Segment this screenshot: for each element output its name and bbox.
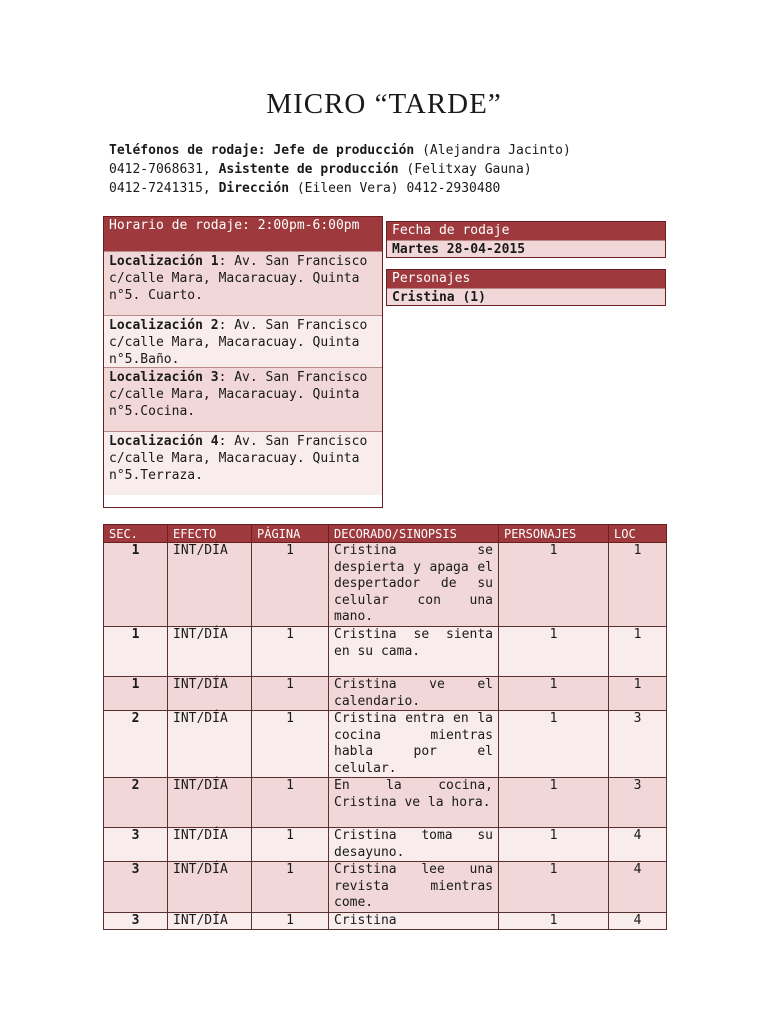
cell-sec: 3 (104, 862, 168, 913)
phone-line-3 (109, 179, 669, 198)
location-1 (104, 251, 382, 315)
cell-pagina: 1 (252, 862, 329, 913)
location-3 (104, 367, 382, 431)
cell-sinopsis: Cristina lee una revista mientras come. (329, 862, 499, 913)
location-4 (104, 431, 382, 495)
cell-personajes: 1 (499, 912, 609, 930)
phones-label: Teléfonos de rodaje: (109, 143, 266, 158)
col-header-personajes: PERSONAJES (499, 525, 609, 543)
name-assistant: (Felitxay Gauna) (406, 162, 532, 177)
cell-personajes: 1 (499, 778, 609, 828)
col-header-sinopsis: DECORADO/SINOPSIS (329, 525, 499, 543)
number-director: 0412-2930480 (406, 181, 501, 196)
cell-efecto: INT/DÍA (168, 778, 252, 828)
cell-sinopsis: Cristina se despierta y apaga el despertador de su celular con una mano. (329, 543, 499, 627)
table-row (104, 778, 667, 828)
cell-loc: 3 (609, 711, 667, 778)
cell-efecto: INT/DÍA (168, 912, 252, 930)
cell-loc: 4 (609, 828, 667, 862)
location-address: : Av. San Francisco c/calle Mara, Macaracuay. Quinta n°5. Cuarto. (109, 254, 368, 303)
name-producer: (Alejandra Jacinto) (422, 143, 571, 158)
cell-sinopsis: Cristina (329, 912, 499, 930)
shoot-date-header: Fecha de rodaje (387, 222, 665, 240)
page-title: MICRO “TARDE” (266, 88, 502, 120)
location-label: Localización 4 (109, 434, 219, 449)
cell-sinopsis: Cristina ve el calendario. (329, 677, 499, 711)
cell-sec: 1 (104, 677, 168, 711)
cell-sec: 2 (104, 711, 168, 778)
cell-sinopsis: Cristina toma su desayuno. (329, 828, 499, 862)
phone-contacts (109, 141, 669, 198)
cell-pagina: 1 (252, 912, 329, 930)
cell-efecto: INT/DÍA (168, 627, 252, 677)
role-assistant: Asistente de producción (218, 162, 399, 177)
cell-personajes: 1 (499, 711, 609, 778)
location-label: Localización 2 (109, 318, 219, 333)
characters-header: Personajes (387, 270, 665, 288)
cell-pagina: 1 (252, 627, 329, 677)
characters-box (386, 269, 666, 306)
cell-efecto: INT/DÍA (168, 711, 252, 778)
shoot-date-value: Martes 28-04-2015 (387, 240, 665, 257)
table-row (104, 862, 667, 913)
number-assistant: 0412-7241315, (109, 181, 211, 196)
location-address: : Av. San Francisco c/calle Mara, Macaracuay. Quinta n°5.Cocina. (109, 370, 368, 419)
location-address: : Av. San Francisco c/calle Mara, Macaracuay. Quinta n°5.Baño. (109, 318, 368, 367)
cell-efecto: INT/DÍA (168, 828, 252, 862)
table-row (104, 543, 667, 627)
location-address: : Av. San Francisco c/calle Mara, Macaracuay. Quinta n°5.Terraza. (109, 434, 368, 483)
cell-sinopsis: Cristina entra en la cocina mientras habla por el celular. (329, 711, 499, 778)
table-row (104, 711, 667, 778)
cell-loc: 1 (609, 543, 667, 627)
cell-loc: 4 (609, 912, 667, 930)
cell-sec: 2 (104, 778, 168, 828)
role-producer: Jefe de producción (273, 143, 415, 158)
phone-line-1 (109, 141, 669, 160)
cell-loc: 1 (609, 627, 667, 677)
col-header-pagina: PÁGINA (252, 525, 329, 543)
col-header-sec: SEC. (104, 525, 168, 543)
name-director: (Eileen Vera) (296, 181, 399, 196)
cell-sinopsis: En la cocina, Cristina ve la hora. (329, 778, 499, 828)
table-row (104, 912, 667, 930)
table-header-row (104, 525, 667, 543)
col-header-efecto: EFECTO (168, 525, 252, 543)
table-row (104, 627, 667, 677)
cell-pagina: 1 (252, 711, 329, 778)
cell-loc: 1 (609, 677, 667, 711)
cell-personajes: 1 (499, 543, 609, 627)
cell-sec: 1 (104, 543, 168, 627)
schedule-box (103, 216, 383, 508)
table-row (104, 828, 667, 862)
cell-personajes: 1 (499, 862, 609, 913)
cell-pagina: 1 (252, 828, 329, 862)
schedule-header: Horario de rodaje: 2:00pm-6:00pm (104, 217, 382, 251)
cell-sec: 1 (104, 627, 168, 677)
cell-sinopsis: Cristina se sienta en su cama. (329, 627, 499, 677)
cell-sec: 3 (104, 828, 168, 862)
cell-efecto: INT/DÍA (168, 543, 252, 627)
cell-personajes: 1 (499, 828, 609, 862)
cell-efecto: INT/DÍA (168, 862, 252, 913)
cell-loc: 3 (609, 778, 667, 828)
number-producer: 0412-7068631, (109, 162, 211, 177)
cell-pagina: 1 (252, 543, 329, 627)
cell-sec: 3 (104, 912, 168, 930)
cell-personajes: 1 (499, 627, 609, 677)
cell-loc: 4 (609, 862, 667, 913)
shoot-date-box (386, 221, 666, 258)
cell-efecto: INT/DÍA (168, 677, 252, 711)
location-label: Localización 1 (109, 254, 219, 269)
role-director: Dirección (218, 181, 290, 196)
characters-value: Cristina (1) (387, 288, 665, 305)
phone-line-2 (109, 160, 669, 179)
col-header-loc: LOC (609, 525, 667, 543)
location-label: Localización 3 (109, 370, 219, 385)
cell-pagina: 1 (252, 677, 329, 711)
breakdown-table (103, 524, 667, 930)
cell-personajes: 1 (499, 677, 609, 711)
cell-pagina: 1 (252, 778, 329, 828)
table-row (104, 677, 667, 711)
location-2 (104, 315, 382, 367)
